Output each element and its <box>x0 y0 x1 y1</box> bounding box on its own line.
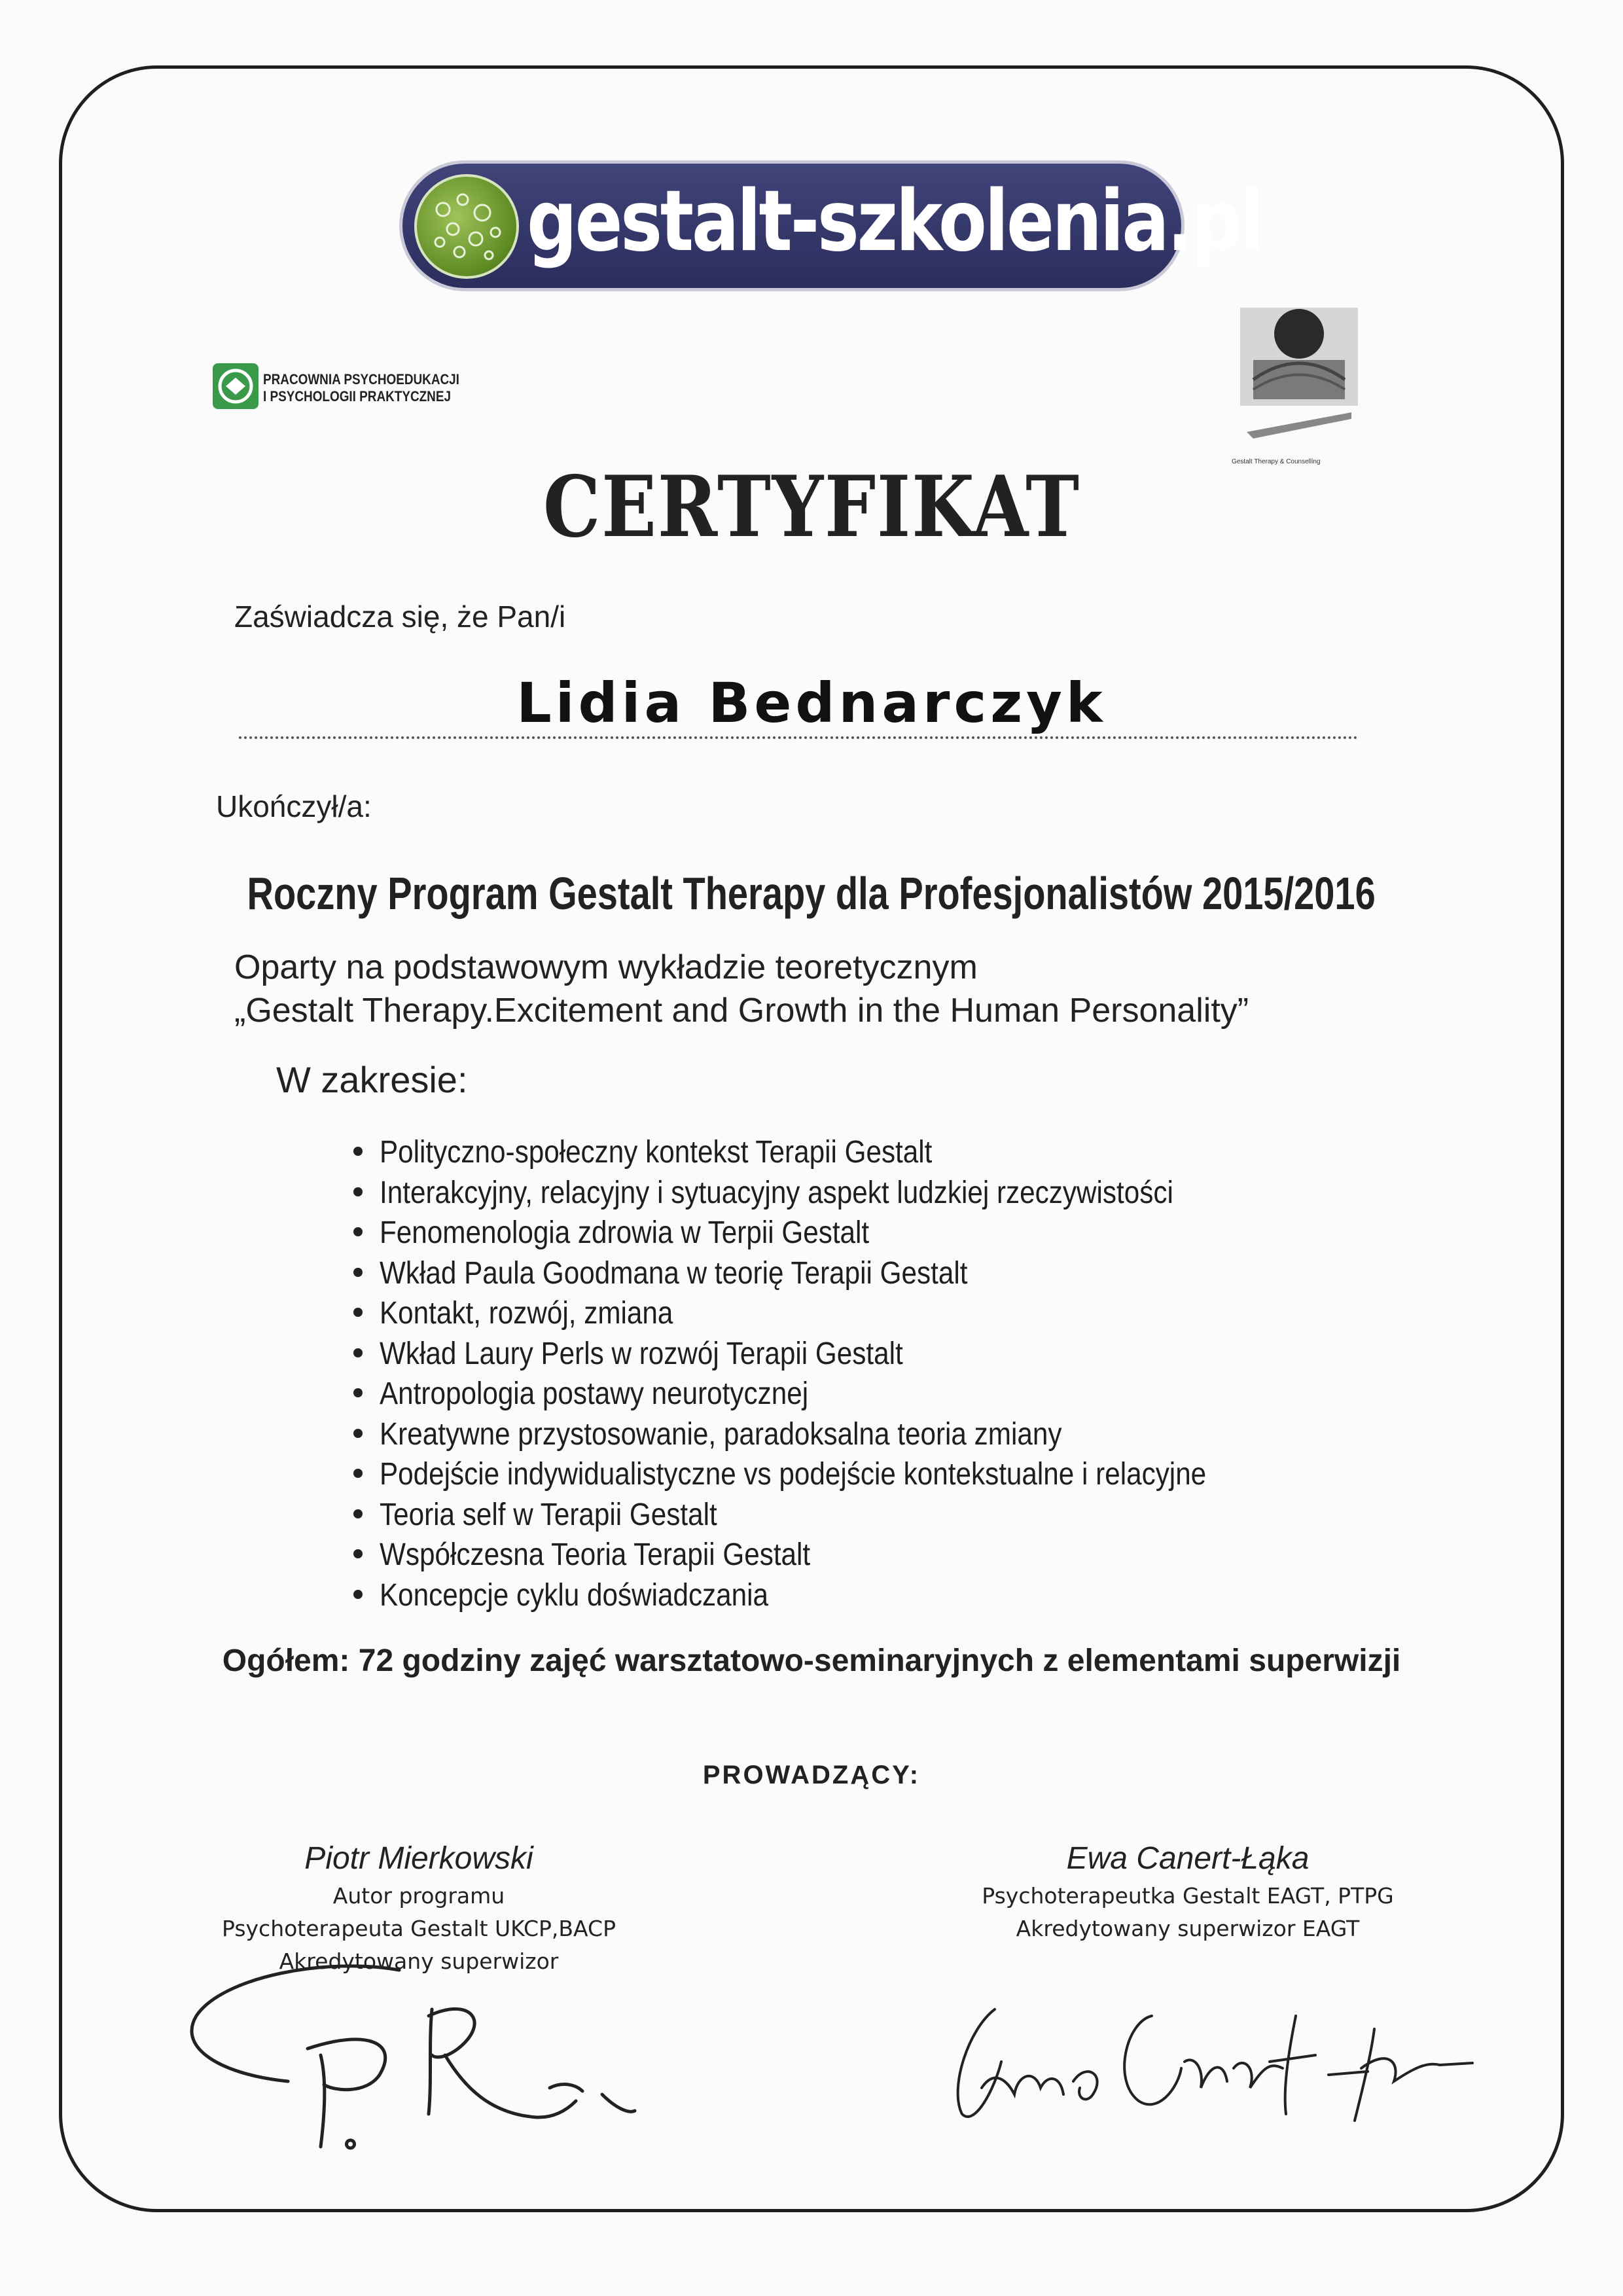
bullet-icon <box>353 1590 363 1599</box>
bullet-icon <box>353 1147 363 1156</box>
bullet-icon <box>353 1549 363 1558</box>
instructors-label: PROWADZĄCY: <box>702 1761 921 1789</box>
list-item: Koncepcje cyklu doświadczania <box>353 1575 1319 1616</box>
total-hours: Ogółem: 72 godziny zajęć warsztatowo-seminaryjnych z elementami superwizji <box>222 1643 1401 1678</box>
bullet-icon <box>353 1429 363 1438</box>
list-item: Interakcyjny, relacyjny i sytuacyjny aspekt ludzkiej rzeczywistości <box>353 1173 1319 1213</box>
list-item: Współczesna Teoria Terapii Gestalt <box>353 1535 1319 1575</box>
based-on <box>234 946 1249 1032</box>
signatory-2-name: Ewa Canert-Łąka <box>1066 1841 1310 1876</box>
list-item: Podejście indywidualistyczne vs podejście kontekstualne i relacyjne <box>353 1454 1319 1495</box>
signatory-1-name: Piotr Mierkowski <box>304 1841 533 1876</box>
signatory-2-line-1: Psychoterapeutka Gestalt EAGT, PTPG <box>982 1883 1394 1909</box>
left-logo-line-2: I PSYCHOLOGII PRAKTYCZNEJ <box>263 388 451 404</box>
based-on-line-2: „Gestalt Therapy.Excitement and Growth in the Human Personality” <box>234 992 1249 1030</box>
list-item: Wkład Paula Goodmana w teorię Terapii Gestalt <box>353 1253 1319 1294</box>
list-item: Teoria self w Terapii Gestalt <box>353 1495 1319 1535</box>
left-logo-line-1: PRACOWNIA PSYCHOEDUKACJI <box>263 371 459 387</box>
name-dotted-line <box>239 736 1358 739</box>
completed-label: Ukończył/a: <box>216 789 372 823</box>
topics-list <box>353 1132 1319 1615</box>
scope-label: W zakresie: <box>276 1059 468 1100</box>
signatory-2 <box>893 1838 1482 1945</box>
signatory-2-line-2: Akredytowany superwizor EAGT <box>1016 1916 1360 1941</box>
bullet-icon <box>353 1388 363 1397</box>
bullet-icon <box>353 1469 363 1478</box>
green-bubbles-icon <box>414 174 519 279</box>
bullet-icon <box>353 1509 363 1518</box>
bullet-icon <box>353 1308 363 1317</box>
list-item: Kontakt, rozwój, zmiana <box>353 1293 1319 1334</box>
based-on-line-1: Oparty na podstawowym wykładzie teoretycznym <box>234 948 978 986</box>
signatory-1-line-3: Akredytowany superwizor <box>279 1948 559 1974</box>
bullet-icon <box>353 1268 363 1277</box>
pracownia-logo-text <box>263 371 491 405</box>
bullet-icon <box>353 1348 363 1357</box>
certificate-title: CERTYFIKAT <box>543 458 1080 556</box>
right-logo-caption: Gestalt Therapy & Counselling <box>1232 458 1321 465</box>
banner-text: gestalt-szkolenia.pl <box>527 173 1262 270</box>
list-item: Fenomenologia zdrowia w Terpii Gestalt <box>353 1213 1319 1253</box>
program-title: Roczny Program Gestalt Therapy dla Profesjonalistów 2015/2016 <box>247 868 1376 919</box>
signature-ewa-canert-laka <box>942 1990 1479 2134</box>
recipient-name: Lidia Bednarczyk <box>516 671 1107 735</box>
bullet-icon <box>353 1187 363 1196</box>
pracownia-logo-icon <box>213 363 259 409</box>
signatory-1-line-2: Psychoterapeuta Gestalt UKCP,BACP <box>222 1916 616 1941</box>
gestalt-therapy-counselling-logo <box>1240 308 1358 445</box>
signatory-1-line-1: Autor programu <box>332 1883 505 1909</box>
list-item: Wkład Laury Perls w rozwój Terapii Gestalt <box>353 1334 1319 1374</box>
bullet-icon <box>353 1227 363 1236</box>
certify-label: Zaświadcza się, że Pan/i <box>234 600 566 634</box>
list-item: Antropologia postawy neurotycznej <box>353 1374 1319 1414</box>
list-item: Kreatywne przystosowanie, paradoksalna teoria zmiany <box>353 1414 1319 1455</box>
signature-piotr-mierkowski <box>183 1950 654 2160</box>
gestalt-szkolenia-logo <box>399 160 1262 291</box>
list-item: Polityczno-społeczny kontekst Terapii Gestalt <box>353 1132 1319 1173</box>
